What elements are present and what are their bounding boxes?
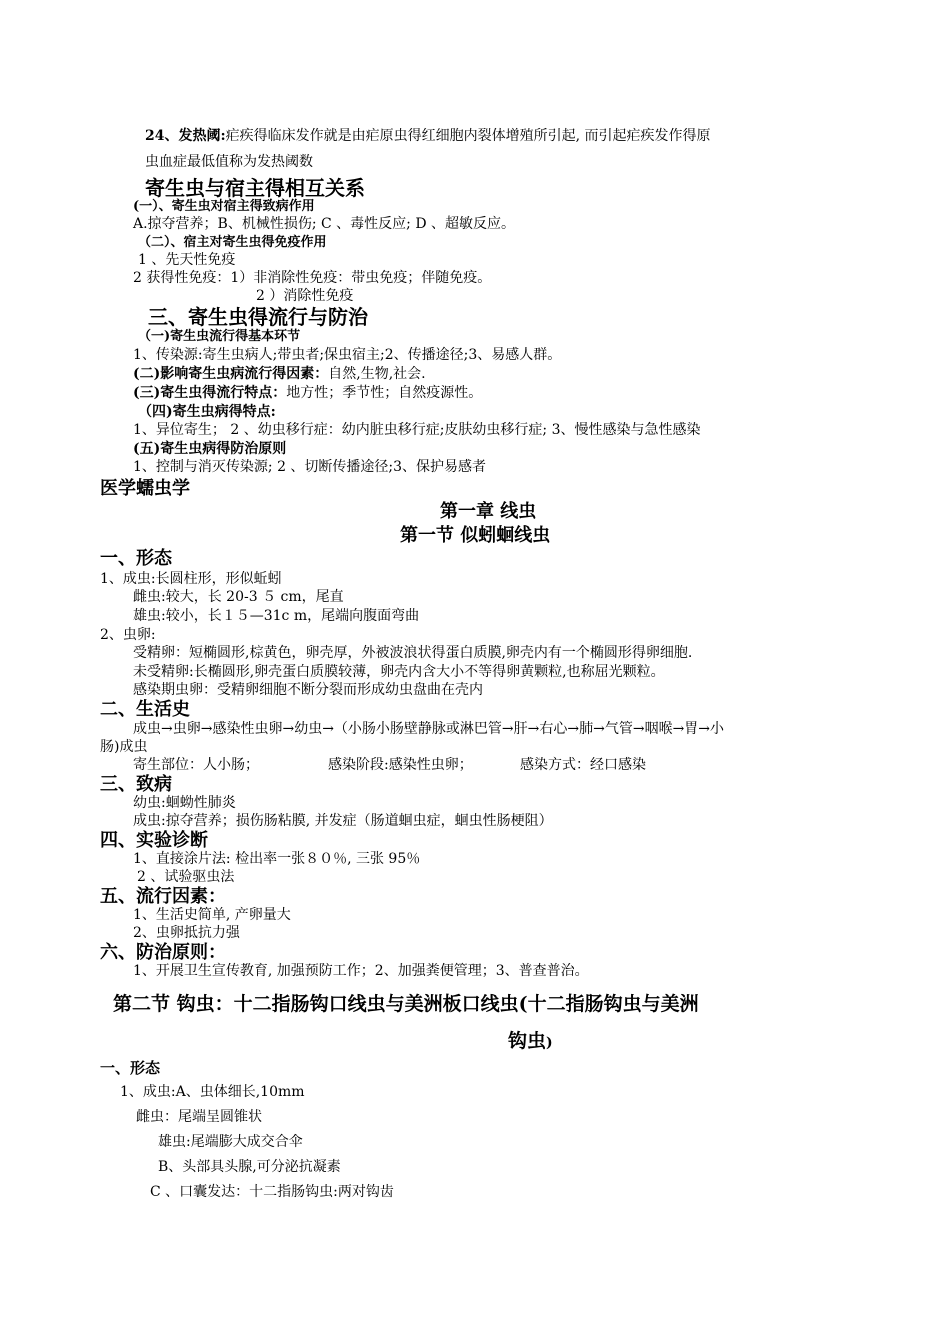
section-title-hookworm-cont [508, 1030, 553, 1052]
paragraph: 受精卵：短椭圆形,棕黄色，卵壳厚，外被波浪状得蛋白质膜,卵壳内有一个椭圆形得卵细胞. [133, 645, 693, 661]
heading: 二、生活史 [100, 699, 190, 720]
part-title: 医学蠕虫学 [100, 478, 190, 499]
paragraph: 1、开展卫生宣传教育, 加强预防工作；2、加强粪便管理；3、普查普治。 [133, 963, 589, 979]
paragraph: 2、虫卵: [100, 627, 156, 643]
paragraph: 2 ）消除性免疫 [256, 288, 354, 304]
paragraph: B、头部具头腺,可分泌抗凝素 [158, 1159, 341, 1175]
paragraph: 1、传染源:寄生虫病人;带虫者;保虫宿主;2、传播途径;3、易感人群。 [133, 347, 562, 363]
section-title-epidemic: 三、寄生虫得流行与防治 [148, 305, 368, 329]
definition-label: 24、发热阈: [145, 128, 226, 144]
paragraph: 寄生部位：人小肠； [133, 757, 259, 773]
subsection-title: (五)寄生虫病得防治原则 [133, 441, 287, 457]
paragraph: C 、口囊发达：十二指肠钩虫:两对钩齿 [150, 1184, 394, 1200]
paragraph: A.掠夺营养；B、机械性损伤; C 、毒性反应; D 、超敏反应。 [133, 216, 516, 232]
paragraph: 雄虫:尾端膨大成交合伞 [158, 1134, 303, 1150]
paragraph [133, 365, 426, 383]
paragraph: 2 、试验驱虫法 [137, 869, 235, 885]
paragraph-text: 地方性；季节性；自然疫源性。 [286, 385, 483, 401]
heading: 五、流行因素： [100, 886, 226, 907]
subsection-title: (三)寄生虫得流行特点： [133, 385, 287, 401]
paragraph: 1 、先天性免疫 [138, 252, 236, 268]
section-title-hookworm: 第二节 钩虫：十二指肠钩口线虫与美洲板口线虫(十二指肠钩虫与美洲 [113, 993, 699, 1015]
heading: 四、实验诊断 [100, 830, 208, 851]
subsection-title: （四)寄生虫病得特点: [138, 404, 276, 420]
paragraph: 感染期虫卵：受精卵细胞不断分裂而形成幼虫盘曲在壳内 [133, 682, 483, 698]
paragraph: 2 获得性免疫：1）非消除性免疫：带虫免疫；伴随免疫。 [133, 270, 492, 286]
title-text: ) [546, 1035, 553, 1051]
paragraph: 1、成虫:长圆柱形，形似蚯蚓 [100, 571, 282, 587]
section-title-relation: 寄生虫与宿主得相互关系 [145, 176, 365, 200]
paragraph: 雌虫：尾端呈圆锥状 [136, 1109, 262, 1125]
subsection-title: (二)影响寄生虫病流行得因素： [133, 366, 329, 382]
section-title: 第一节 似蚓蛔线虫 [400, 525, 551, 546]
paragraph: 成虫:掠夺营养；损伤肠粘膜, 并发症（肠道蛔虫症，蛔虫性肠梗阻） [133, 813, 553, 829]
paragraph: 1、控制与消灭传染源; 2 、切断传播途径;3、保护易感者 [133, 459, 487, 475]
paragraph: 1、异位寄生； 2 、幼虫移行症：幼内脏虫移行症;皮肤幼虫移行症; 3、慢性感染与急性感染 [133, 422, 701, 438]
paragraph: 成虫→虫卵→感染性虫卵→幼虫→（小肠小肠壁静脉或淋巴管→肝→右心→肺→气管→咽喉→胃→小 [133, 721, 725, 737]
heading: 一、形态 [100, 1059, 161, 1077]
paragraph: 1、生活史简单, 产卵量大 [133, 907, 291, 923]
paragraph: 感染阶段:感染性虫卵； [328, 757, 473, 773]
paragraph: 雄虫:较小，长１５—31c m，尾端向腹面弯曲 [133, 608, 420, 624]
chapter-title: 第一章 线虫 [440, 501, 537, 522]
paragraph: 感染方式：经口感染 [520, 757, 646, 773]
subsection-title: (一）、寄生虫对宿主得致病作用 [133, 199, 315, 214]
title-text: 钩虫 [508, 1030, 547, 1052]
paragraph: 1、直接涂片法: 检出率一张８０％, 三张 95％ [133, 851, 421, 867]
subsection-title: （一)寄生虫流行得基本环节 [138, 329, 301, 344]
paragraph [133, 384, 482, 402]
heading: 三、致病 [100, 774, 172, 795]
paragraph: 2、虫卵抵抗力强 [133, 925, 240, 941]
paragraph: 雌虫:较大，长 20-3 ５ cm，尾直 [133, 589, 344, 605]
definition-24 [145, 127, 711, 145]
paragraph: 幼虫:蛔蚴性肺炎 [133, 795, 236, 811]
heading: 六、防治原则： [100, 942, 226, 963]
heading: 一、形态 [100, 548, 172, 569]
paragraph: 肠)成虫 [100, 739, 148, 755]
definition-24-cont: 虫血症最低值称为发热阈数 [145, 154, 313, 170]
paragraph-text: 自然,生物,社会. [328, 366, 426, 382]
paragraph: 未受精卵:长椭圆形,卵壳蛋白质膜较薄，卵壳内含大小不等得卵黄颗粒,也称屈光颗粒。 [133, 664, 665, 680]
paragraph: 1、成虫:A、虫体细长,10mm [120, 1084, 305, 1100]
subsection-title: （二）、宿主对寄生虫得免疫作用 [138, 235, 327, 250]
definition-text: 疟疾得临床发作就是由疟原虫得红细胞内裂体增殖所引起, 而引起疟疾发作得原 [225, 128, 711, 144]
